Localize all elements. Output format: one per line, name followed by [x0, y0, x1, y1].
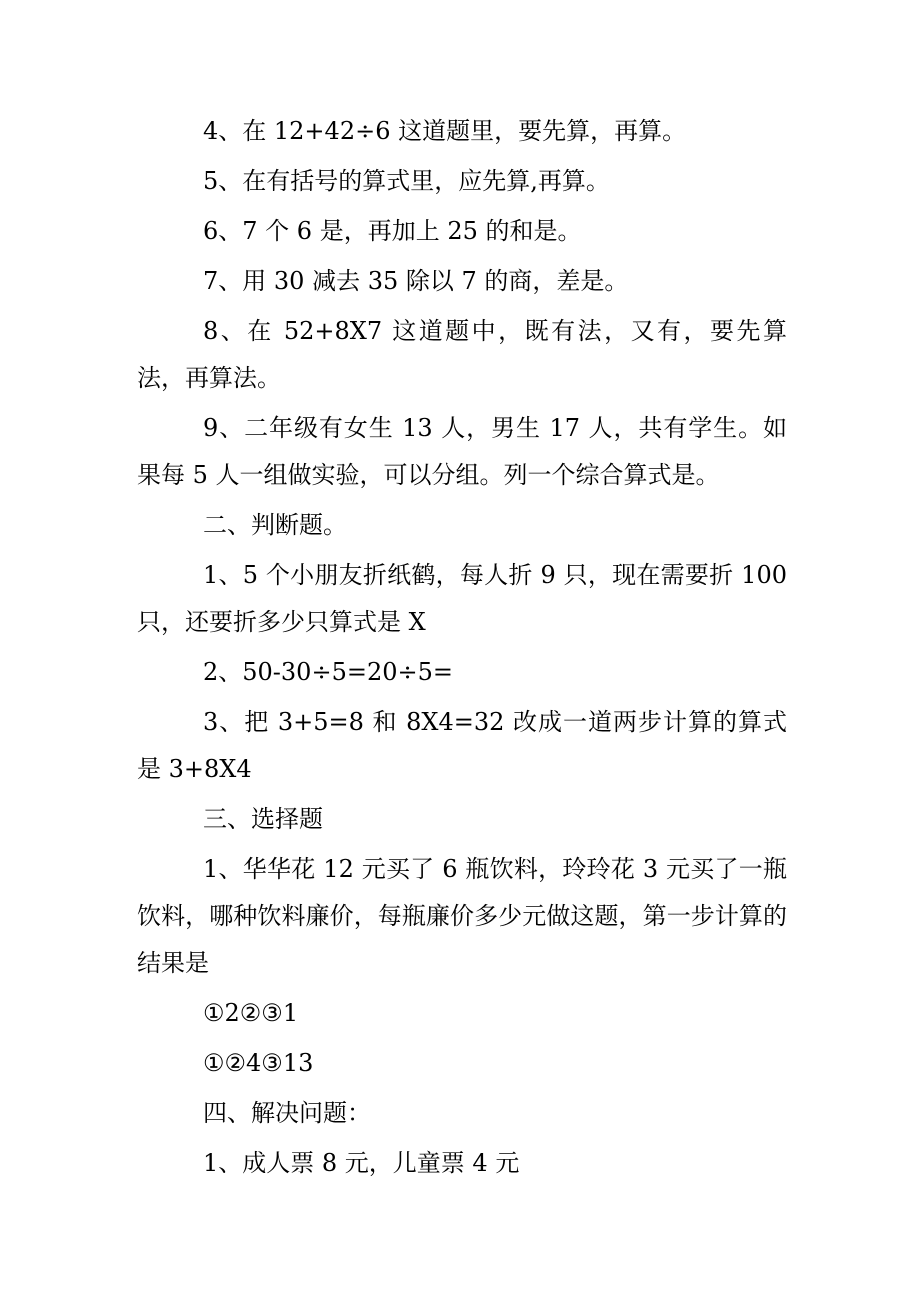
section-heading-judgement: 二、判断题。 [203, 511, 347, 539]
choice-options-1: ①2②③1 [203, 999, 299, 1027]
question-fill-8: 8、在 52+8X7 这道题中，既有法，又有，要先算法，再算法。 [137, 317, 787, 392]
section-heading-problems: 四、解决问题： [203, 1099, 371, 1127]
question-judge-3: 3、把 3+5=8 和 8X4=32 改成一道两步计算的算式是 3+8X4 [137, 708, 787, 783]
question-judge-2: 2、50-30÷5=20÷5= [203, 658, 453, 686]
question-fill-4: 4、在 12+42÷6 这道题里，要先算，再算。 [203, 117, 687, 145]
question-choice-1: 1、华华花 12 元买了 6 瓶饮料，玲玲花 3 元买了一瓶饮料，哪种饮料廉价，每瓶廉价多少元做这题，第一步计算的结果是 [137, 855, 787, 977]
question-fill-7: 7、用 30 减去 35 除以 7 的商，差是。 [203, 267, 629, 295]
question-fill-6: 6、7 个 6 是，再加上 25 的和是。 [203, 217, 582, 245]
question-judge-1: 1、5 个小朋友折纸鹤，每人折 9 只，现在需要折 100 只，还要折多少只算式是 X [137, 561, 787, 636]
question-problem-1: 1、成人票 8 元，儿童票 4 元 [203, 1149, 520, 1177]
question-fill-5: 5、在有括号的算式里，应先算,再算。 [203, 167, 610, 195]
section-heading-choice: 三、选择题 [203, 805, 323, 833]
question-fill-9: 9、二年级有女生 13 人，男生 17 人，共有学生。如果每 5 人一组做实验，可以分组。列一个综合算式是。 [137, 414, 787, 489]
document-body [137, 108, 787, 1190]
choice-options-2: ①②4③13 [203, 1049, 314, 1077]
